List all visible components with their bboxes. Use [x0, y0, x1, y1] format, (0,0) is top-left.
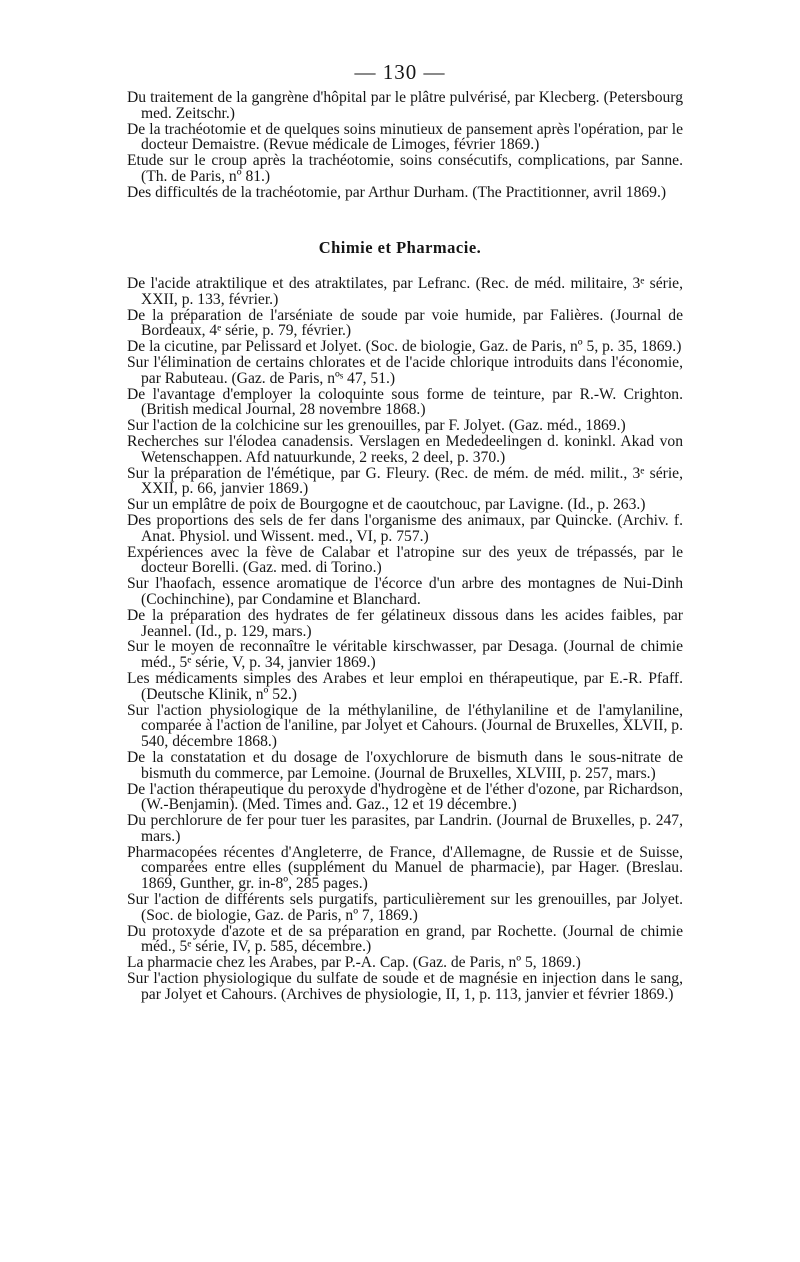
bibliography-entry: Sur l'haofach, essence aromatique de l'écorce d'un arbre des montagnes de Nui-Dinh (Cochinchine), par Condamine et Blanchard. [127, 575, 683, 608]
bibliography-entry: Du traitement de la gangrène d'hôpital par le plâtre pulvérisé, par Klecberg. (Petersbourg med. Zeitschr.) [127, 89, 683, 122]
bibliography-entry: Etude sur le croup après la trachéotomie, soins consécutifs, complications, par Sanne. (Th. de Paris, nº 81.) [127, 152, 683, 185]
bibliography-entry: Du perchlorure de fer pour tuer les parasites, par Landrin. (Journal de Bruxelles, p. 247, mars.) [127, 812, 683, 845]
bibliography-entry: Sur un emplâtre de poix de Bourgogne et de caoutchouc, par Lavigne. (Id., p. 263.) [127, 496, 646, 514]
bibliography-entry: Sur l'action de la colchicine sur les grenouilles, par F. Jolyet. (Gaz. méd., 1869.) [127, 417, 626, 435]
bibliography-entry: Des proportions des sels de fer dans l'organisme des animaux, par Quincke. (Archiv. f. Anat. Physiol. und Wissent. med., VI, p. 757.) [127, 511, 683, 545]
page-number: — 130 — [354, 60, 446, 84]
bibliography-entry: Expériences avec la fève de Calabar et l'atropine sur des yeux de trépassés, par le docteur Borelli. (Gaz. med. di Torino.) [127, 543, 683, 577]
bibliography-entry: De la trachéotomie et de quelques soins minutieux de pansement après l'opération, par le docteur Demaistre. (Revue médicale de Limoges, février 1869.) [127, 120, 683, 154]
bibliography-entry: Sur l'élimination de certains chlorates et de l'acide chlorique introduits dans l'économie, par Rabuteau. (Gaz. de Paris, nºˢ 47, 51.) [127, 353, 683, 387]
bibliography-entry: Les médicaments simples des Arabes et leur emploi en thérapeutique, par E.-R. Pfaff. (Deutsche Klinik, nº 52.) [127, 669, 683, 703]
section-title: Chimie et Pharmacie. [318, 238, 482, 257]
bibliography-entry: Sur la préparation de l'émétique, par G. Fleury. (Rec. de mém. de méd. milit., 3ᵉ série, XXII, p. 66, janvier 1869.) [127, 464, 683, 498]
bibliography-entry: Recherches sur l'élodea canadensis. Verslagen en Mededeelingen d. koninkl. Akad von Wetenschappen. Afd natuurkunde, 2 reeks, 2 deel, p. 370.) [127, 432, 683, 466]
bibliography-list-surgery [127, 90, 683, 201]
bibliography-entry: Sur l'action physiologique de la méthylaniline, de l'éthylaniline et de l'amylaniline, comparée à l'action de l'aniline, par Jolyet et Cahours. (Journal de Bruxelles, XLVII, p. 540, décembre 1868.) [127, 701, 683, 751]
bibliography-entry: De la préparation des hydrates de fer gélatineux dissous dans les acides faibles, par Jeannel. (Id., p. 129, mars.) [127, 606, 683, 640]
bibliography-entry: Des difficultés de la trachéotomie, par Arthur Durham. (The Practitionner, avril 1869.) [127, 183, 667, 201]
bibliography-entry: De l'avantage d'employer la coloquinte sous forme de teinture, par R.-W. Crighton. (British medical Journal, 28 novembre 1868.) [127, 385, 683, 419]
bibliography-entry: Sur l'action physiologique du sulfate de soude et de magnésie en injection dans le sang, par Jolyet et Cahours. (Archives de physiologie, II, 1, p. 113, janvier et février 1869.) [127, 970, 683, 1003]
bibliography-entry: De l'acide atraktilique et des atraktilates, par Lefranc. (Rec. de méd. militaire, 3ᵉ série, XXII, p. 133, février.) [127, 275, 683, 308]
bibliography-entry: De la constatation et du dosage de l'oxychlorure de bismuth dans le sous-nitrate de bismuth du commerce, par Lemoine. (Journal de Bruxelles, XLVIII, p. 257, mars.) [127, 748, 683, 782]
bibliography-entry: Du protoxyde d'azote et de sa préparation en grand, par Rochette. (Journal de chimie méd., 5ᵉ série, IV, p. 585, décembre.) [127, 922, 683, 956]
bibliography-entry: De la préparation de l'arséniate de soude par voie humide, par Falières. (Journal de Bordeaux, 4ᵉ série, p. 79, février.) [127, 306, 683, 340]
bibliography-entry: Pharmacopées récentes d'Angleterre, de France, d'Allemagne, de Russie et de Suisse, comparées entre elles (supplément du Manuel de pharmacie), par Hager. (Breslau. 1869, Gunther, gr. in-8º, 285 pages.) [127, 843, 683, 893]
bibliography-entry: De la cicutine, par Pelissard et Jolyet. (Soc. de biologie, Gaz. de Paris, nº 5, p. 35, 1869.) [127, 338, 682, 356]
bibliography-entry: De l'action thérapeutique du peroxyde d'hydrogène et de l'éther d'ozone, par Richardson, (W.-Benjamin). (Med. Times and. Gaz., 12 et 19 décembre.) [127, 780, 683, 814]
bibliography-entry: Sur le moyen de reconnaître le véritable kirschwasser, par Desaga. (Journal de chimie méd., 5ᵉ série, V, p. 34, janvier 1869.) [127, 638, 683, 672]
bibliography-list-chemistry [127, 276, 683, 1003]
bibliography-entry: La pharmacie chez les Arabes, par P.-A. Cap. (Gaz. de Paris, nº 5, 1869.) [127, 954, 581, 972]
bibliography-entry: Sur l'action de différents sels purgatifs, particulièrement sur les grenouilles, par Jolyet. (Soc. de biologie, Gaz. de Paris, nº 7, 1869.) [127, 891, 683, 924]
